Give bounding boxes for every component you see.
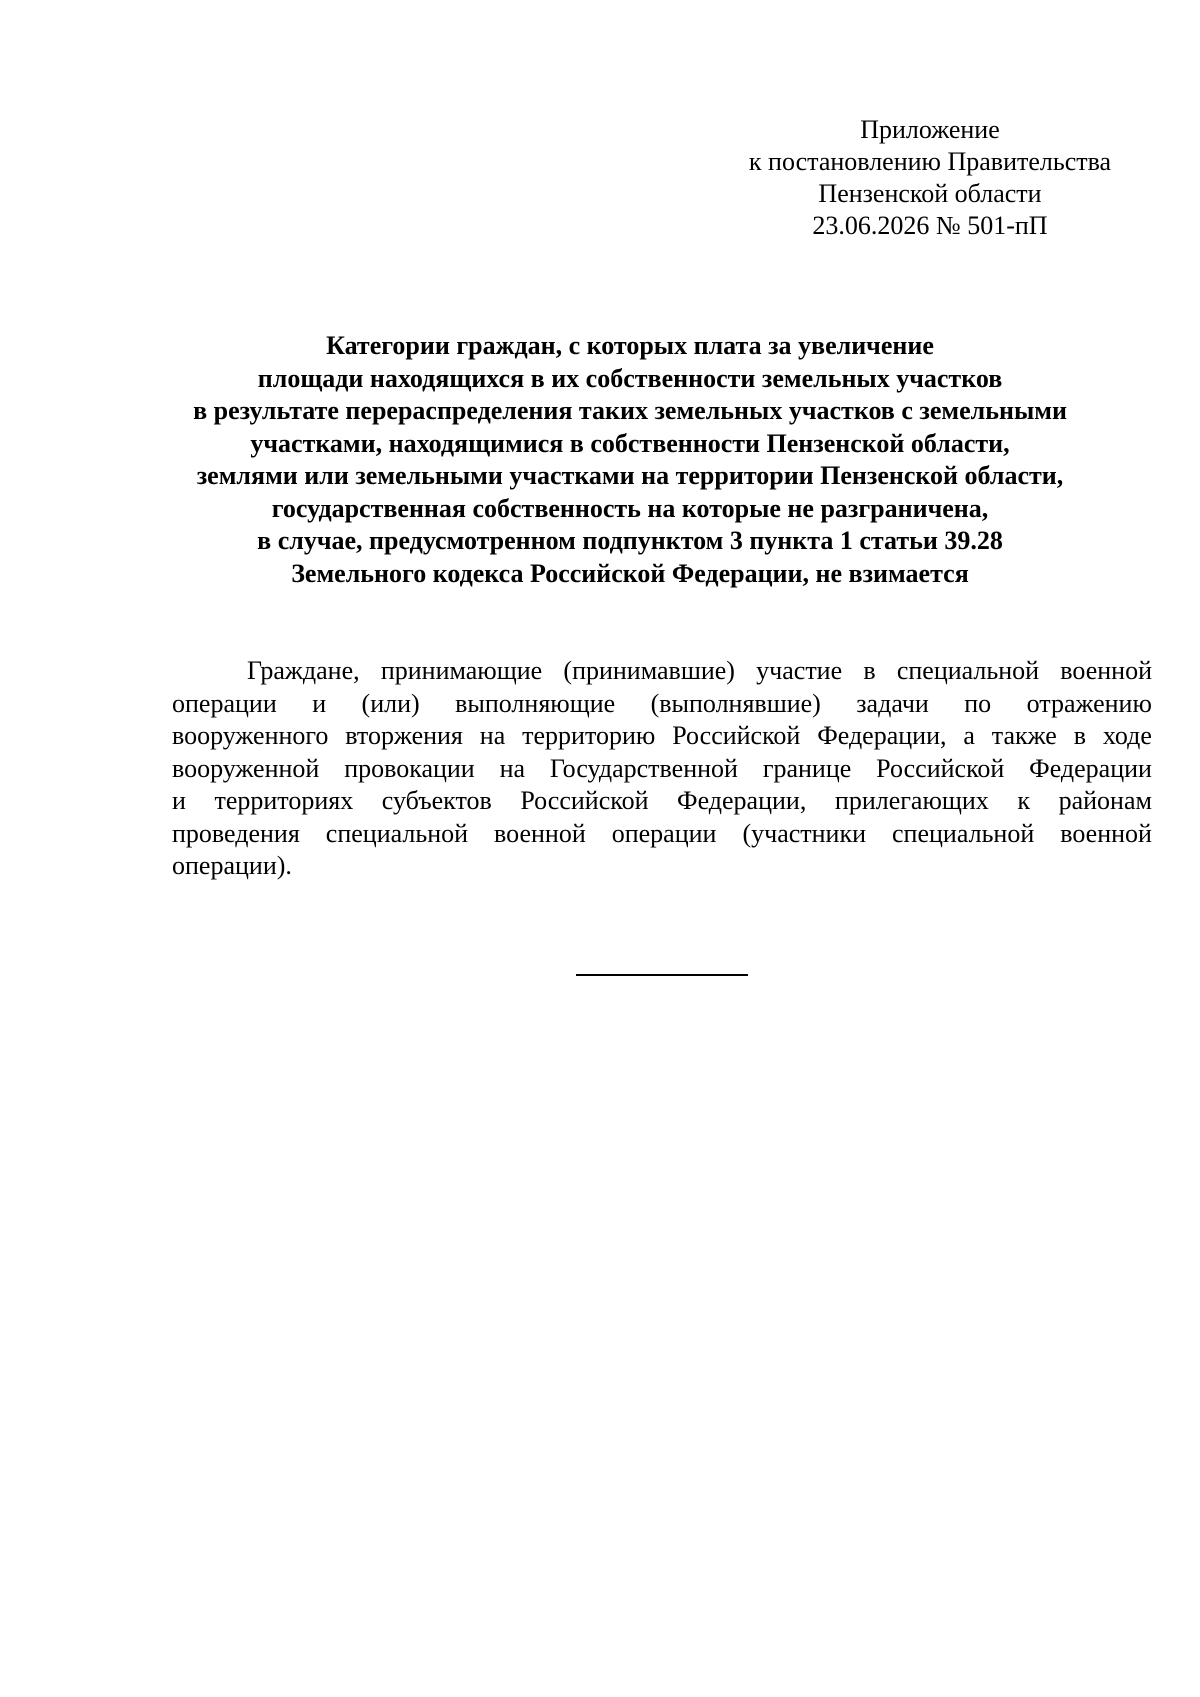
body-word: специальной [896, 656, 1040, 685]
body-word: в [863, 656, 876, 685]
body-word: вооруженной [172, 753, 320, 783]
body-word: военной [494, 818, 586, 848]
body-paragraph [172, 655, 1152, 883]
body-line [172, 818, 1152, 851]
body-word: (выполнявшие) [650, 688, 821, 718]
body-word: вторжения [345, 721, 463, 750]
appendix-date-number: 23.06.2026 № 501-пП [812, 211, 1048, 240]
body-word: операции [611, 818, 717, 848]
body-word: принимающие [380, 656, 543, 685]
body-word: (или) [361, 688, 420, 718]
title-line: площади находящихся в их собственности земельных участков [257, 363, 1003, 393]
body-word: территориях [214, 786, 354, 815]
body-word: также [991, 721, 1057, 750]
body-word: операции [172, 688, 277, 718]
body-word: районам [1058, 786, 1152, 815]
body-line [172, 688, 1152, 721]
body-word: Федерации [1029, 753, 1152, 783]
body-word: субъектов [381, 786, 492, 815]
body-word: территорию [522, 721, 656, 750]
body-word: военной [1060, 656, 1152, 685]
body-word: ходе [1102, 721, 1152, 750]
body-word: Граждане, [247, 656, 360, 685]
body-word: прилегающих [834, 786, 989, 815]
body-word: вооруженного [172, 721, 329, 750]
title-line: Земельного кодекса Российской Федерации, не взимается [291, 558, 969, 588]
body-word: (принимавшие) [563, 656, 735, 685]
body-word: проведения [172, 818, 300, 848]
appendix-block [720, 114, 1140, 242]
title-line: землями или земельными участками на территории Пензенской области, [196, 461, 1064, 490]
body-word: выполняющие [455, 688, 616, 718]
appendix-line: Пензенской области [818, 179, 1042, 208]
body-word: Федерации, [817, 721, 947, 750]
body-line [172, 753, 1152, 786]
document-title [150, 330, 1110, 590]
body-word: военной [1060, 818, 1152, 848]
end-separator-line [576, 974, 748, 976]
body-word: (участники [742, 818, 867, 848]
body-word: специальной [325, 818, 469, 848]
body-line [172, 785, 1152, 818]
title-line: Категории граждан, с которых плата за увеличение [326, 331, 934, 360]
body-word: Российской [672, 721, 801, 750]
body-word: Федерации, [677, 786, 807, 815]
body-word: на [479, 721, 506, 750]
body-word: Российской [876, 753, 1005, 783]
body-word: задачи [856, 688, 929, 718]
body-line: операции). [172, 851, 292, 880]
body-word: на [499, 753, 526, 783]
appendix-line: Приложение [860, 115, 1000, 144]
title-line: в случае, предусмотренном подпунктом 3 пункта 1 статьи 39.28 [257, 526, 1003, 555]
body-word: в [1073, 721, 1086, 750]
appendix-line: к постановлению Правительства [748, 147, 1112, 176]
body-word: и [172, 786, 186, 815]
body-word: по [964, 688, 992, 718]
body-word: провокации [344, 753, 475, 783]
title-line: в результате перераспределения таких земельных участков с земельными [193, 396, 1067, 425]
body-word: а [963, 721, 975, 750]
body-line [172, 655, 1152, 688]
title-line: участками, находящимися в собственности Пензенской области, [250, 428, 1010, 458]
body-line [172, 720, 1152, 753]
body-word: и [312, 688, 327, 718]
body-word: границе [762, 753, 852, 783]
body-word: Российской [520, 786, 649, 815]
body-word: специальной [892, 818, 1035, 848]
body-word: к [1017, 786, 1031, 815]
title-line: государственная собственность на которые не разграничена, [271, 493, 989, 523]
body-word: отражению [1026, 688, 1152, 718]
body-word: участие [756, 656, 843, 685]
body-word: Государственной [549, 753, 738, 783]
